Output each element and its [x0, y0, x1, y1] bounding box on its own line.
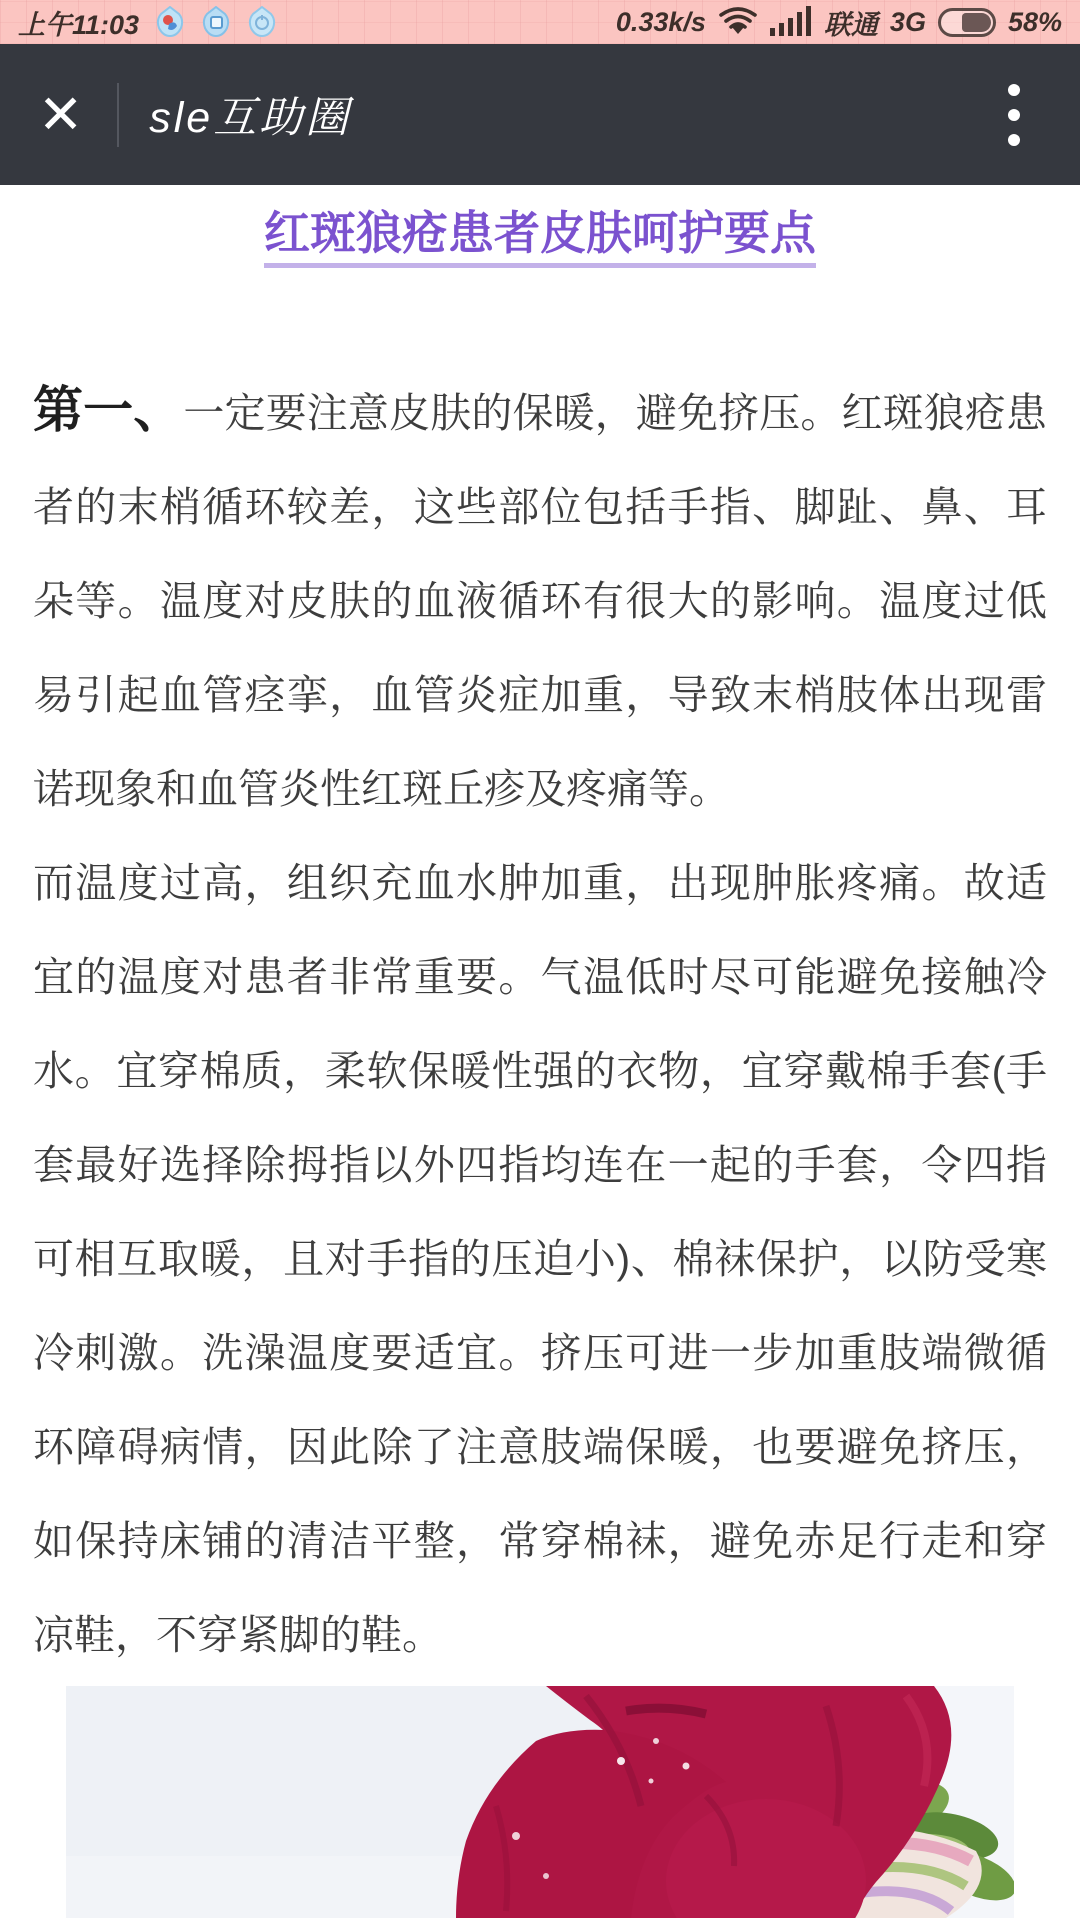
battery-icon: [938, 8, 996, 37]
status-bar-right: [616, 3, 1062, 42]
paragraph-1-lead: 第一、: [33, 382, 184, 438]
paragraph-1: [33, 363, 1047, 836]
battery-percent-text: 58%: [1007, 6, 1062, 37]
article-body: [33, 363, 1047, 1682]
article-title: [33, 203, 1047, 263]
wifi-icon: [718, 6, 758, 38]
kebab-dot: [1008, 134, 1020, 146]
themed-notification-icon-3: [247, 6, 277, 38]
themed-notification-icon-2: [201, 6, 231, 38]
article-content: [0, 203, 1080, 1918]
page-title: sle互助圈: [149, 94, 352, 142]
app-header: [0, 44, 1080, 185]
status-bar: [0, 0, 1080, 44]
paragraph-1-text: 一定要注意皮肤的保暖，避免挤压。红斑狼疮患者的末梢循环较差，这些部位包括手指、脚趾、鼻、耳朵等。温度对皮肤的血液循环有很大的影响。温度过低易引起血管痉挛，血管炎症加重，导致末梢肢体出现雷诺现象和血管炎性红斑丘疹及疼痛等。: [33, 390, 1048, 812]
battery-fill: [962, 13, 991, 32]
cellular-signal-icon: [770, 6, 812, 38]
kebab-menu-icon[interactable]: [986, 78, 1042, 152]
article-title-text: 红斑狼疮患者皮肤呵护要点: [264, 207, 816, 268]
network-speed-text: 0.33k/s: [615, 6, 706, 37]
paragraph-2-text: 而温度过高，组织充血水肿加重，出现肿胀疼痛。故适宜的温度对患者非常重要。气温低时尽可能避免接触冷水。宜穿棉质，柔软保暖性强的衣物，宜穿戴棉手套(手套最好选择除拇指以外四指均连在一起的手套，令四指可相互取暖，且对手指的压迫小)、棉袜保护，以防受寒冷刺激。洗澡温度要适宜。挤压可进一步加重肢端微循环障碍病情，因此除了注意肢端保暖，也要避免挤压，如保持床铺的清洁平整，常穿棉袜，避免赤足行走和穿凉鞋，不穿紧脚的鞋。: [33, 860, 1047, 1658]
clock-text: 上午11:03: [18, 9, 140, 40]
network-type-text: 3G: [889, 6, 926, 37]
close-icon[interactable]: ✕: [38, 84, 84, 145]
article-photo-image: [66, 1686, 1014, 1918]
paragraph-2: [33, 836, 1047, 1682]
header-divider: [117, 83, 119, 147]
status-bar-left: [18, 3, 277, 42]
article-photo[interactable]: [66, 1686, 1014, 1918]
kebab-dot: [1008, 109, 1020, 121]
themed-notification-icon-1: [155, 6, 185, 38]
kebab-dot: [1008, 84, 1020, 96]
carrier-text: 联通: [823, 9, 878, 40]
